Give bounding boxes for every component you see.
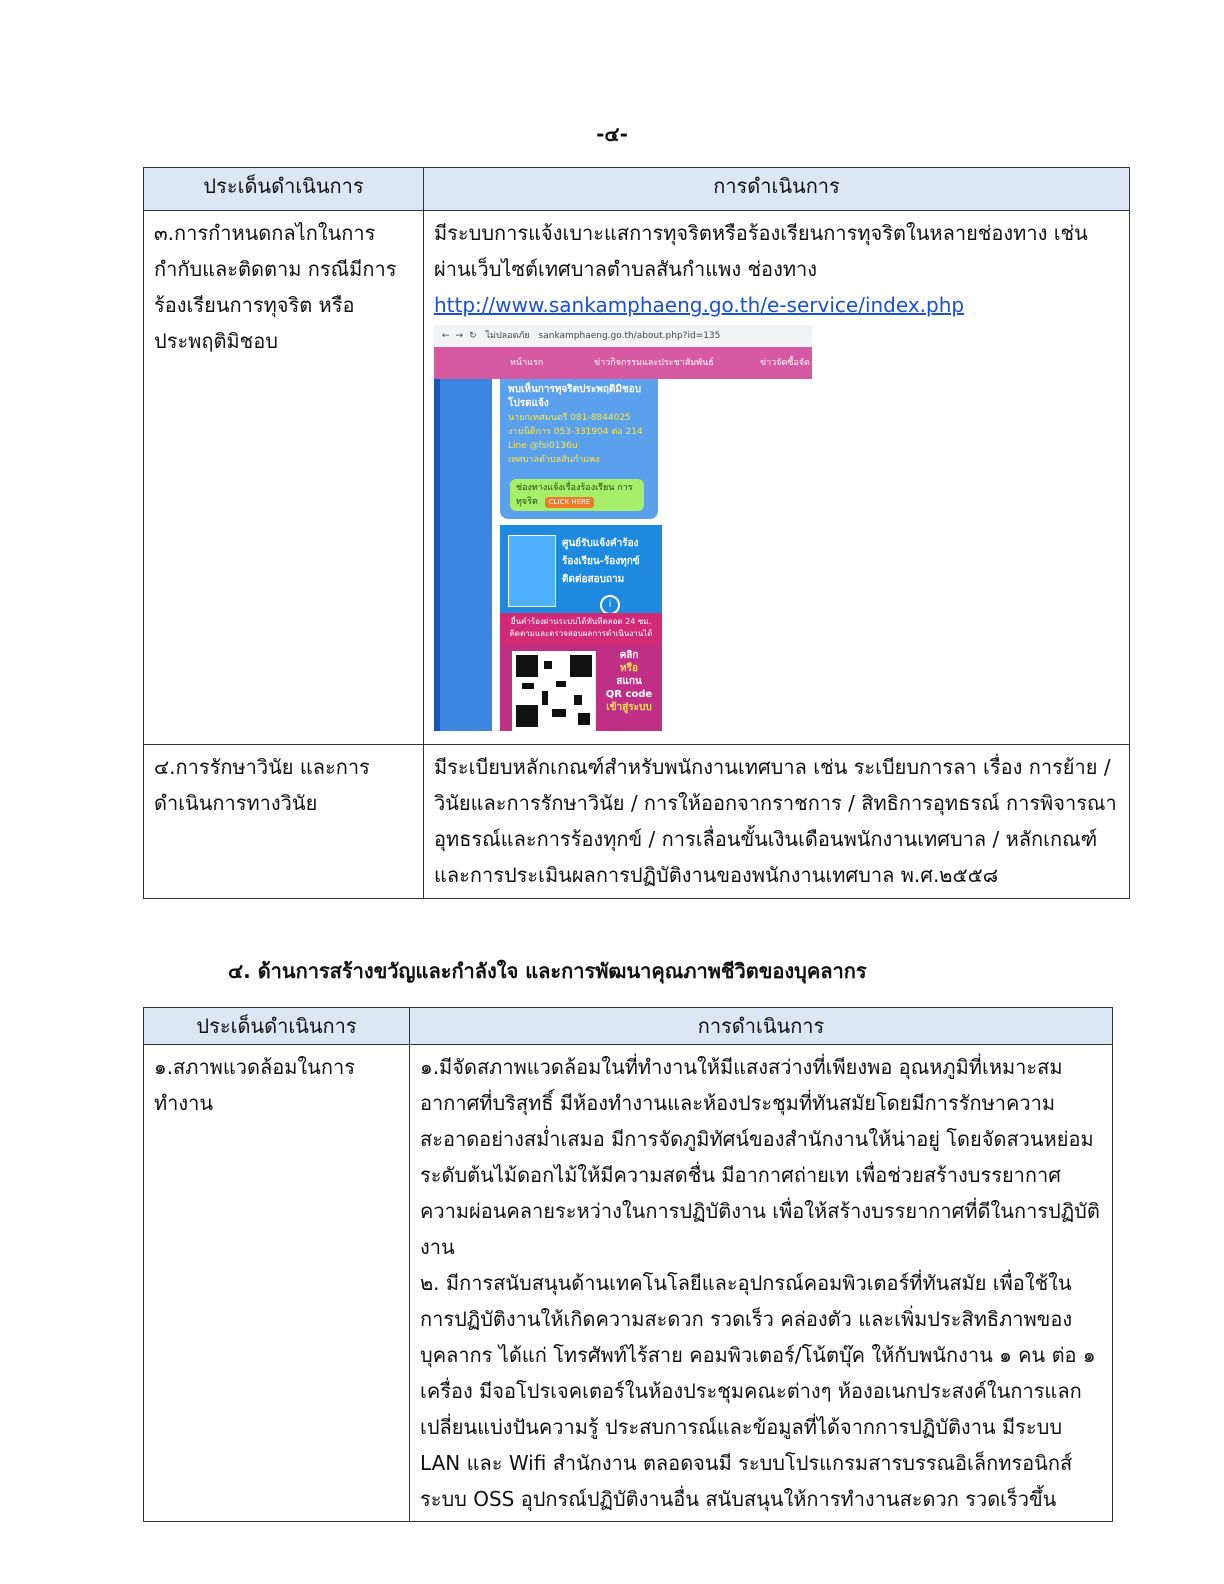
report-line: งานนิติการ 053-331904 ต่อ 214 [508,427,643,437]
action-item: ๒. มีการสนับสนุนด้านเทคโนโลยีและอุปกรณ์คอมพิวเตอร์ที่ทันสมัย เพื่อใช้ในการปฏิบัติงานให้เกิดความสะดวก รวดเร็ว คล่องตัว และเพิ่มประสิทธิภาพของบุคลากร ได้แก่ โทรศัพท์ไร้สาย คอมพิวเตอร์/โน้ตบุ๊ค ให้กับพนักงาน ๑ คน ต่อ ๑ เครื่อง มีจอโปรเจคเตอร์ในห้องประชุมคณะต่างๆ ห้องอเนกประสงค์ในการแลกเปลี่ยนแบ่งปันความรู้ ประสบการณ์และข้อมูลที่ได้จากการปฏิบัติงาน มีระบบ LAN และ Wifi สำนักงาน ตลอดจนมี ระบบโปรแกรมสารบรรณอิเล็กทรอนิกส์ ระบบ OSS อุปกรณ์ปฏิบัติงานอื่น สนับสนุนให้การทำงานสะดวก รวดเร็วขึ้น [420,1271,1096,1511]
poster-band: ยื่นคำร้องผ่านระบบได้ทันทีตลอด 24 ชม. ติดตามและตรวจสอบผลการดำเนินงานได้ [500,613,662,645]
poster-image [508,535,556,607]
issue-cell: ๑.สภาพแวดล้อมในการทำงาน [144,1045,410,1522]
page-number: -๔- [596,122,628,146]
table-header-row [144,168,1130,211]
action-cell [410,1045,1113,1522]
header-action: การดำเนินการ [424,168,1130,211]
report-card [500,379,658,519]
report-line: นายกเทศมนตรี 081-8844025 [508,413,631,423]
table-row [144,211,1130,745]
action-cell: มีระเบียบหลักเกณฑ์สำหรับพนักงานเทศบาล เช่น ระเบียบการลา เรื่อง การย้าย / วินัยและการรักษาวินัย / การให้ออกจากราชการ / สิทธิการอุทธรณ์ การพิจารณาอุทธรณ์และการร้องทุกข์ / การเลื่อนขั้นเงินเดือนพนักงานเทศบาล / หลักเกณฑ์และการประเมินผลการปฏิบัติงานของพนักงานเทศบาล พ.ศ.๒๕๕๘ [424,745,1130,899]
issue-cell: ๔.การรักษาวินัย และการดำเนินการทางวินัย [144,745,424,899]
browser-url: sankamphaeng.go.th/about.php?id=135 [538,331,721,341]
qr-text-line: เข้าสู่ระบบ [606,702,652,713]
complaint-poster [500,525,662,731]
poster-title: ศูนย์รับแจ้งคำร้อง ร้องเรียน-ร้องทุกข์ ติดต่อสอบถาม [562,538,640,585]
table-header-row [144,1008,1113,1045]
qr-text-line: QR code [605,689,653,700]
table-row [144,1045,1113,1522]
browser-bar [434,325,812,348]
website-screenshot [434,325,812,731]
table-integrity [143,167,1130,899]
table-row [144,745,1130,899]
report-line: เทศบาลตำบลสันกำแพง [508,455,600,465]
qr-text-line: หรือ [620,663,638,674]
site-navbar [434,347,812,379]
info-icon: i [600,595,620,615]
report-button-label: ช่องทางแจ้งเรื่องร้องเรียน การทุจริต [516,483,633,507]
header-action: การดำเนินการ [410,1008,1113,1045]
action-text: มีระบบการแจ้งเบาะแสการทุจริตหรือร้องเรียนการทุจริตในหลายช่องทาง เช่น ผ่านเว็บไซต์เทศบาลตำบลสันกำแพง ช่องทาง [434,221,1088,281]
eservice-link[interactable]: http://www.sankamphaeng.go.th/e-service/index.php [434,293,965,317]
nav-procurement: ข่าวจัดซื้อจัด [760,358,811,368]
table-morale [143,1007,1113,1522]
nav-home: หน้าแรก [510,358,544,368]
click-here-badge: CLICK HERE [545,497,595,508]
issue-cell: ๓.การกำหนดกลไกในการกำกับและติดตาม กรณีมีการร้องเรียนการทุจริต หรือประพฤติมิชอบ [144,211,424,745]
browser-nav-icons: ←→↻ [442,331,483,341]
action-item: ๑.มีจัดสภาพแวดล้อมในที่ทำงานให้มีแสงสว่างที่เพียงพอ อุณหภูมิที่เหมาะสมอากาศที่บริสุทธิ์ มีห้องทำงานและห้องประชุมที่ทันสมัยโดยมีการรักษาความสะอาดอย่างสม่ำเสมอ มีการจัดภูมิทัศน์ของสำนักงานให้น่าอยู่ โดยจัดสวนหย่อมระดับต้นไม้ดอกไม้ให้มีความสดชื่น มีอากาศถ่ายเท เพื่อช่วยสร้างบรรยากาศความผ่อนคลายระหว่างในการปฏิบัติงาน เพื่อให้สร้างบรรยากาศที่ดีในการปฏิบัติงาน [420,1055,1100,1259]
qr-text [600,649,658,714]
report-line: Line @fsi0136u [508,441,578,451]
report-card-title: พบเห็นการทุจริตประพฤติมิชอบ โปรดแจ้ง [508,384,642,409]
qr-text-line: สแกน [616,676,642,687]
header-issue: ประเด็นดำเนินการ [144,168,424,211]
qr-code-icon [512,651,596,731]
insecure-label: ไม่ปลอดภัย [485,331,530,341]
qr-text-line: คลิก [619,650,639,661]
section-title: ๔. ด้านการสร้างขวัญและกำลังใจ และการพัฒนาคุณภาพชีวิตของบุคลากร [228,959,867,983]
action-cell [424,211,1130,745]
report-button [510,479,644,511]
site-sidebar [434,379,492,731]
header-issue: ประเด็นดำเนินการ [144,1008,410,1045]
nav-news: ข่าวกิจกรรมและประชาสัมพันธ์ [594,358,714,368]
